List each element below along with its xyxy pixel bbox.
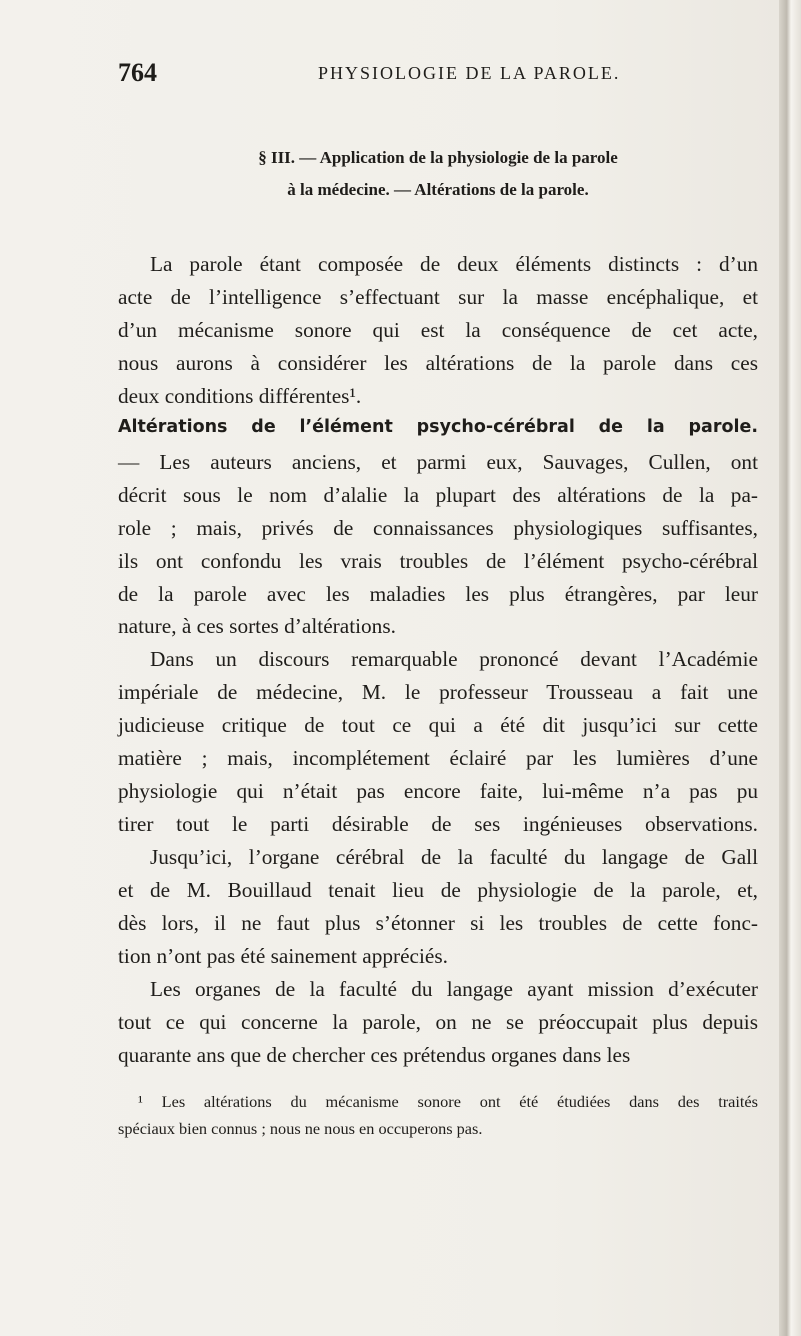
- text-line: tout ce qui concerne la parole, on ne se préoccupait plus depuis: [118, 1010, 758, 1034]
- text-line: role ; mais, privés de connaissances physiologiques suffisantes,: [118, 516, 758, 540]
- text-line: dès lors, il ne faut plus s’étonner si les troubles de cette fonc-: [118, 911, 758, 935]
- text-line: impériale de médecine, M. le professeur Trousseau a fait une: [118, 680, 758, 704]
- text-line: de la parole avec les maladies les plus étrangères, par leur: [118, 582, 758, 606]
- text-line: tirer tout le parti désirable de ses ingénieuses observations.: [118, 812, 758, 836]
- running-title: PHYSIOLOGIE DE LA PAROLE.: [318, 63, 621, 83]
- section-heading-line-1: § III. — Application de la physiologie de la parole: [258, 148, 618, 167]
- footnote-line: spéciaux bien connus ; nous ne nous en occuperons pas.: [118, 1119, 483, 1138]
- text-line: ils ont confondu les vrais troubles de l’élément psycho-cérébral: [118, 549, 758, 573]
- text-line: tion n’ont pas été sainement appréciés.: [118, 944, 448, 968]
- section-heading-line-2: à la médecine. — Altérations de la parole.: [287, 180, 589, 199]
- text-line: physiologie qui n’était pas encore faite, lui-même n’a pas pu: [118, 779, 758, 803]
- text-line: nature, à ces sortes d’altérations.: [118, 614, 396, 638]
- text-line: Les organes de la faculté du langage ayant mission d’exécuter: [150, 977, 758, 1001]
- text-line: quarante ans que de chercher ces prétendus organes dans les: [118, 1043, 631, 1067]
- text-line: acte de l’intelligence s’effectuant sur la masse encéphalique, et: [118, 285, 758, 309]
- text-line: d’un mécanisme sonore qui est la conséquence de cet acte,: [118, 318, 758, 342]
- text-line: Jusqu’ici, l’organe cérébral de la faculté du langage de Gall: [150, 845, 758, 869]
- text-line: et de M. Bouillaud tenait lieu de physiologie de la parole, et,: [118, 878, 758, 902]
- text-line: — Les auteurs anciens, et parmi eux, Sauvages, Cullen, ont: [118, 450, 758, 474]
- text-line: décrit sous le nom d’alalie la plupart des altérations de la pa-: [118, 483, 758, 507]
- text-line: matière ; mais, incomplétement éclairé par les lumières d’une: [118, 746, 758, 770]
- running-head: [118, 58, 758, 88]
- page-edge: [779, 0, 801, 1336]
- footnote-line: ¹ Les altérations du mécanisme sonore ont été étudiées dans des traités: [138, 1092, 758, 1111]
- page-number: 764: [118, 58, 157, 87]
- text-line: nous aurons à considérer les altérations de la parole dans ces: [118, 351, 758, 375]
- text-line: Dans un discours remarquable prononcé devant l’Académie: [150, 647, 758, 671]
- subsection-heading: Altérations de l’élément psycho-cérébral de la parole.: [118, 417, 758, 437]
- text-line: deux conditions différentes¹.: [118, 384, 362, 408]
- text-line: La parole étant composée de deux éléments distincts : d’un: [150, 252, 758, 276]
- text-line: judicieuse critique de tout ce qui a été dit jusqu’ici sur cette: [118, 713, 758, 737]
